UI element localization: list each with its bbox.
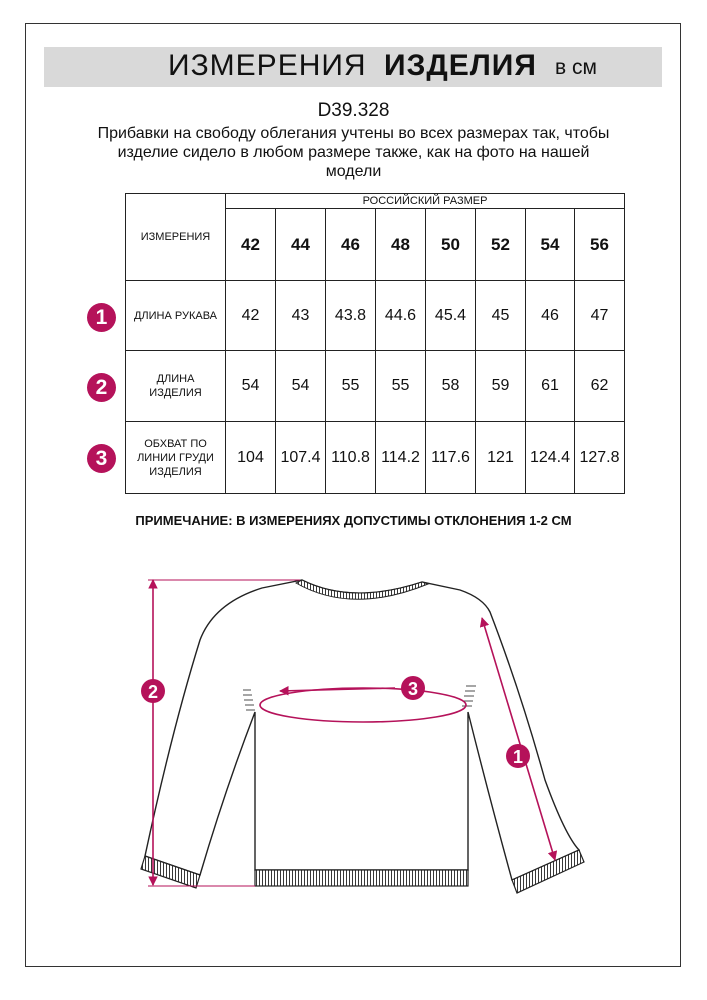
table-row-chest-girth [126, 422, 625, 494]
russian-size-header: РОССИЙСКИЙ РАЗМЕР [226, 194, 625, 209]
value-cell: 45 [476, 281, 526, 351]
size-header: 52 [476, 209, 526, 281]
value-cell: 127.8 [575, 422, 625, 494]
value-cell: 45.4 [426, 281, 476, 351]
value-cell: 55 [376, 351, 426, 422]
measurement-header: ИЗМЕРЕНИЯ [126, 194, 226, 281]
value-cell: 58 [426, 351, 476, 422]
size-header: 48 [376, 209, 426, 281]
value-cell: 121 [476, 422, 526, 494]
sweater-body-outline [145, 580, 579, 880]
value-cell: 59 [476, 351, 526, 422]
value-cell: 114.2 [376, 422, 426, 494]
value-cell: 46 [526, 281, 575, 351]
value-cell: 54 [276, 351, 326, 422]
value-cell: 43 [276, 281, 326, 351]
value-cell: 42 [226, 281, 276, 351]
row-label-line: ДЛИНА РУКАВА [133, 309, 218, 322]
header-title-bold: ИЗДЕЛИЯ [384, 49, 537, 82]
table-row-sleeve-length [126, 281, 625, 351]
fit-note-line: Прибавки на свободу облегания учтены во всех размерах так, чтобы [97, 125, 610, 142]
row-label-line: ИЗДЕЛИЯ [149, 465, 202, 478]
value-cell: 107.4 [276, 422, 326, 494]
hem-rib [255, 870, 468, 886]
header-title-main: ИЗМЕРЕНИЯ [168, 49, 367, 82]
row-number-badge: 1 [87, 303, 116, 332]
tolerance-note: ПРИМЕЧАНИЕ: В ИЗМЕРЕНИЯХ ДОПУСТИМЫ ОТКЛОНЕНИЯ 1-2 СМ [135, 513, 572, 528]
marker-length-label: 2 [147, 682, 159, 702]
row-label-line: ЛИНИИ ГРУДИ [137, 451, 214, 464]
row-label-line: ИЗДЕЛИЯ [149, 387, 202, 399]
size-header: 46 [326, 209, 376, 281]
header-unit: в см [555, 56, 597, 79]
model-code: D39.328 [317, 100, 390, 121]
marker-chest-label: 3 [407, 679, 419, 699]
value-cell: 61 [526, 351, 575, 422]
fit-note [90, 124, 617, 181]
row-label-line: ДЛИНА [156, 373, 195, 385]
size-header: 54 [526, 209, 575, 281]
size-header: 50 [426, 209, 476, 281]
row-label [126, 351, 226, 422]
row-number-badge: 3 [87, 444, 116, 473]
value-cell: 110.8 [326, 422, 376, 494]
value-cell: 124.4 [526, 422, 575, 494]
row-number-badge: 2 [87, 373, 116, 402]
value-cell: 47 [575, 281, 625, 351]
value-cell: 104 [226, 422, 276, 494]
garment-diagram [0, 560, 707, 900]
value-cell: 117.6 [426, 422, 476, 494]
value-cell: 54 [226, 351, 276, 422]
table-row-garment-length [126, 351, 625, 422]
value-cell: 62 [575, 351, 625, 422]
marker-sleeve-label: 1 [512, 747, 524, 767]
size-header: 56 [575, 209, 625, 281]
value-cell: 43.8 [326, 281, 376, 351]
row-label [126, 281, 226, 351]
size-header: 42 [226, 209, 276, 281]
value-cell: 55 [326, 351, 376, 422]
fit-note-line: модели [325, 163, 382, 180]
row-label-line: ОБХВАТ ПО [144, 437, 207, 450]
row-label [126, 422, 226, 494]
size-header: 44 [276, 209, 326, 281]
value-cell: 44.6 [376, 281, 426, 351]
fit-note-line: изделие сидело в любом размере также, как на фото на нашей [117, 144, 590, 161]
size-table [125, 193, 625, 494]
